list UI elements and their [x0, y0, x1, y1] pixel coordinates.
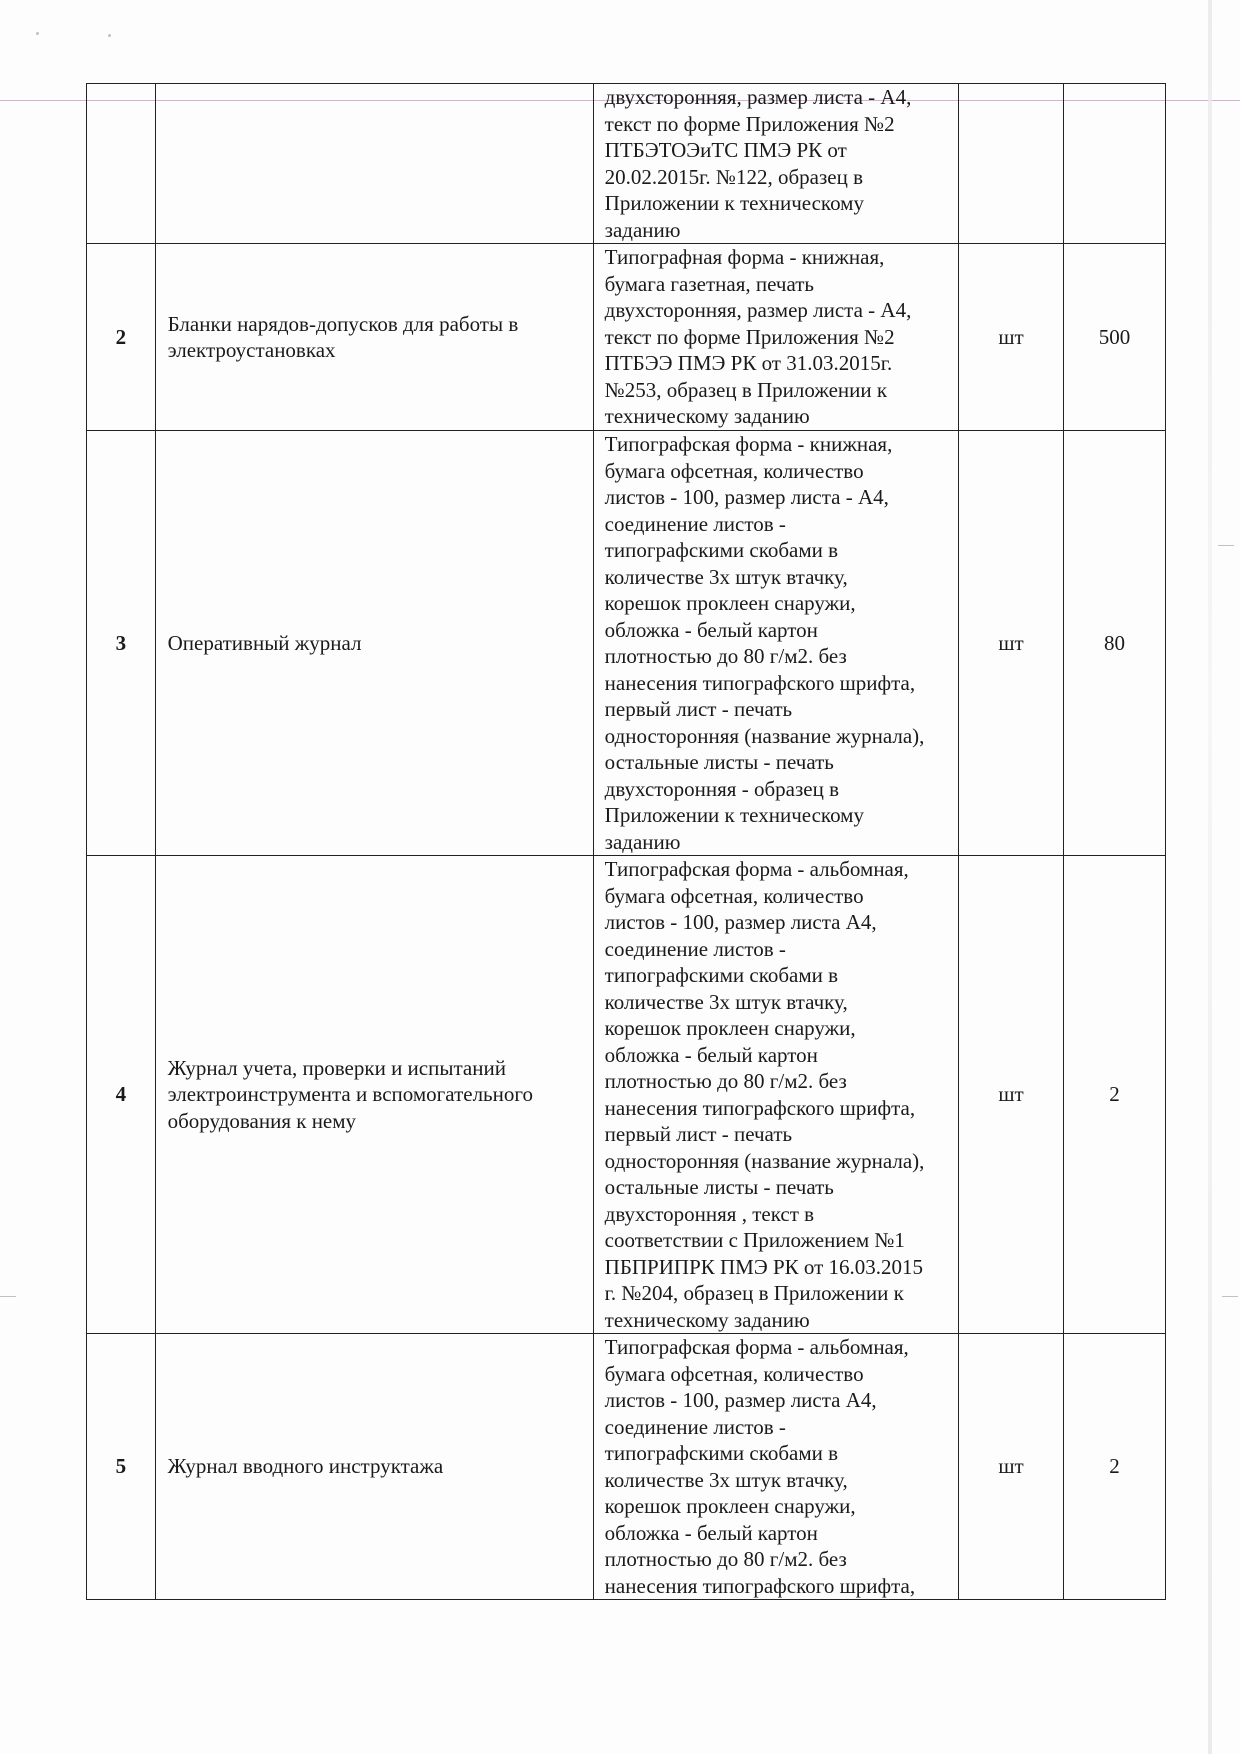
unit-cell: шт: [959, 1334, 1064, 1600]
unit-cell: шт: [959, 244, 1064, 431]
description-line: 20.02.2015г. №122, образец в: [604, 164, 863, 189]
item-name-text: Журнал учета, проверки и испытаний электроинструмента и вспомогательного оборудования к нему: [167, 1055, 533, 1133]
item-name-cell: [155, 244, 593, 431]
description-line: Типографская форма - альбомная,: [604, 1335, 909, 1359]
row-number-cell: 4: [87, 856, 156, 1334]
unit-cell: [959, 84, 1064, 244]
row-number-cell: 3: [87, 431, 156, 856]
description-line: двухсторонняя , текст в: [604, 1201, 815, 1226]
item-name-cell: [155, 1334, 593, 1600]
description-line: остальные листы - печать: [604, 750, 834, 774]
scan-artifact-dot: [36, 32, 39, 35]
description-line: типографскими скобами в: [604, 963, 839, 987]
item-description-cell: [593, 244, 958, 431]
description-line: Типографная форма - книжная,: [604, 245, 885, 269]
quantity-cell: 80: [1064, 431, 1166, 856]
item-description-cell: [593, 1334, 958, 1600]
description-line: односторонняя (название журнала),: [604, 723, 925, 748]
table-row: [87, 84, 1166, 244]
description-line: первый лист - печать: [604, 697, 793, 721]
description-line: №253, образец в Приложении к: [604, 377, 888, 402]
description-line: двухсторонняя - образец в: [604, 776, 839, 801]
description-line: плотностью до 80 г/м2. без: [604, 644, 847, 668]
description-line: двухсторонняя, размер листа - А4,: [604, 85, 912, 109]
description-line: листов - 100, размер листа - А4,: [604, 485, 889, 509]
description-line: техническому заданию: [604, 404, 810, 428]
description-line: остальные листы - печать: [604, 1175, 834, 1199]
description-line: нанесения типографского шрифта,: [604, 1573, 916, 1598]
description-line: количестве 3х штук втачку,: [604, 564, 848, 589]
description-line: соединение листов -: [604, 1414, 786, 1439]
description-line: количестве 3х штук втачку,: [604, 989, 848, 1014]
description-line: Типографская форма - альбомная,: [604, 857, 909, 881]
description-line: ПБПРИПРК ПМЭ РК от 16.03.2015: [604, 1254, 924, 1279]
description-line: г. №204, образец в Приложении к: [604, 1281, 904, 1305]
description-line: соответствии с Приложением №1: [604, 1228, 905, 1252]
description-line: Приложении к техническому: [604, 803, 864, 827]
description-line: количестве 3х штук втачку,: [604, 1467, 848, 1492]
description-line: соединение листов -: [604, 511, 786, 536]
description-line: обложка - белый картон: [604, 617, 818, 642]
table-row: [87, 856, 1166, 1334]
table-row: [87, 244, 1166, 431]
description-line: корешок проклеен снаружи,: [604, 591, 856, 615]
scan-artifact-tick: [0, 1296, 16, 1297]
description-line: односторонняя (название журнала),: [604, 1148, 925, 1173]
item-description-cell: [593, 856, 958, 1334]
unit-cell: шт: [959, 856, 1064, 1334]
description-line: нанесения типографского шрифта,: [604, 1095, 916, 1120]
quantity-cell: 2: [1064, 856, 1166, 1334]
description-line: нанесения типографского шрифта,: [604, 670, 916, 695]
description-line: соединение листов -: [604, 936, 786, 961]
description-line: листов - 100, размер листа А4,: [604, 1388, 877, 1412]
description-line: листов - 100, размер листа А4,: [604, 910, 877, 934]
specification-table: [86, 83, 1166, 1600]
description-line: заданию: [604, 217, 681, 242]
description-line: типографскими скобами в: [604, 538, 839, 562]
description-line: Типографская форма - книжная,: [604, 432, 893, 456]
item-name-text: Оперативный журнал: [167, 630, 362, 655]
quantity-cell: 500: [1064, 244, 1166, 431]
item-name-cell: [155, 856, 593, 1334]
unit-cell: шт: [959, 431, 1064, 856]
item-description-cell: [593, 431, 958, 856]
description-line: бумага офсетная, количество: [604, 458, 864, 483]
scan-artifact-dot: [108, 34, 111, 37]
description-line: плотностью до 80 г/м2. без: [604, 1069, 847, 1093]
row-number-cell: [87, 84, 156, 244]
table-row: [87, 1334, 1166, 1600]
scan-artifact-tick: [1222, 1296, 1238, 1297]
row-number-cell: 5: [87, 1334, 156, 1600]
description-line: бумага офсетная, количество: [604, 1361, 864, 1386]
description-line: заданию: [604, 829, 681, 854]
description-line: двухсторонняя, размер листа - А4,: [604, 298, 912, 322]
description-line: корешок проклеен снаружи,: [604, 1016, 856, 1040]
description-line: ПТБЭТОЭиТС ПМЭ РК от: [604, 138, 847, 162]
description-line: Приложении к техническому: [604, 191, 864, 215]
item-name-cell: [155, 431, 593, 856]
description-line: обложка - белый картон: [604, 1042, 818, 1067]
item-name-text: Журнал вводного инструктажа: [167, 1454, 444, 1479]
description-line: типографскими скобами в: [604, 1441, 839, 1465]
description-line: техническому заданию: [604, 1307, 810, 1332]
scan-artifact-tick: [1218, 545, 1234, 546]
item-description-cell: [593, 84, 958, 244]
description-line: первый лист - печать: [604, 1122, 793, 1146]
row-number-cell: 2: [87, 244, 156, 431]
quantity-cell: [1064, 84, 1166, 244]
item-name-text: Бланки нарядов-допусков для работы в электроустановках: [167, 311, 519, 362]
table-row: [87, 431, 1166, 856]
description-line: бумага офсетная, количество: [604, 883, 864, 908]
description-line: ПТБЭЭ ПМЭ РК от 31.03.2015г.: [604, 351, 893, 375]
description-line: бумага газетная, печать: [604, 271, 815, 296]
description-line: корешок проклеен снаружи,: [604, 1494, 856, 1518]
description-line: текст по форме Приложения №2: [604, 324, 895, 349]
scan-artifact-edge: [1208, 0, 1212, 1754]
description-line: текст по форме Приложения №2: [604, 111, 895, 136]
description-line: плотностью до 80 г/м2. без: [604, 1547, 847, 1571]
quantity-cell: 2: [1064, 1334, 1166, 1600]
item-name-cell: [155, 84, 593, 244]
description-line: обложка - белый картон: [604, 1520, 818, 1545]
